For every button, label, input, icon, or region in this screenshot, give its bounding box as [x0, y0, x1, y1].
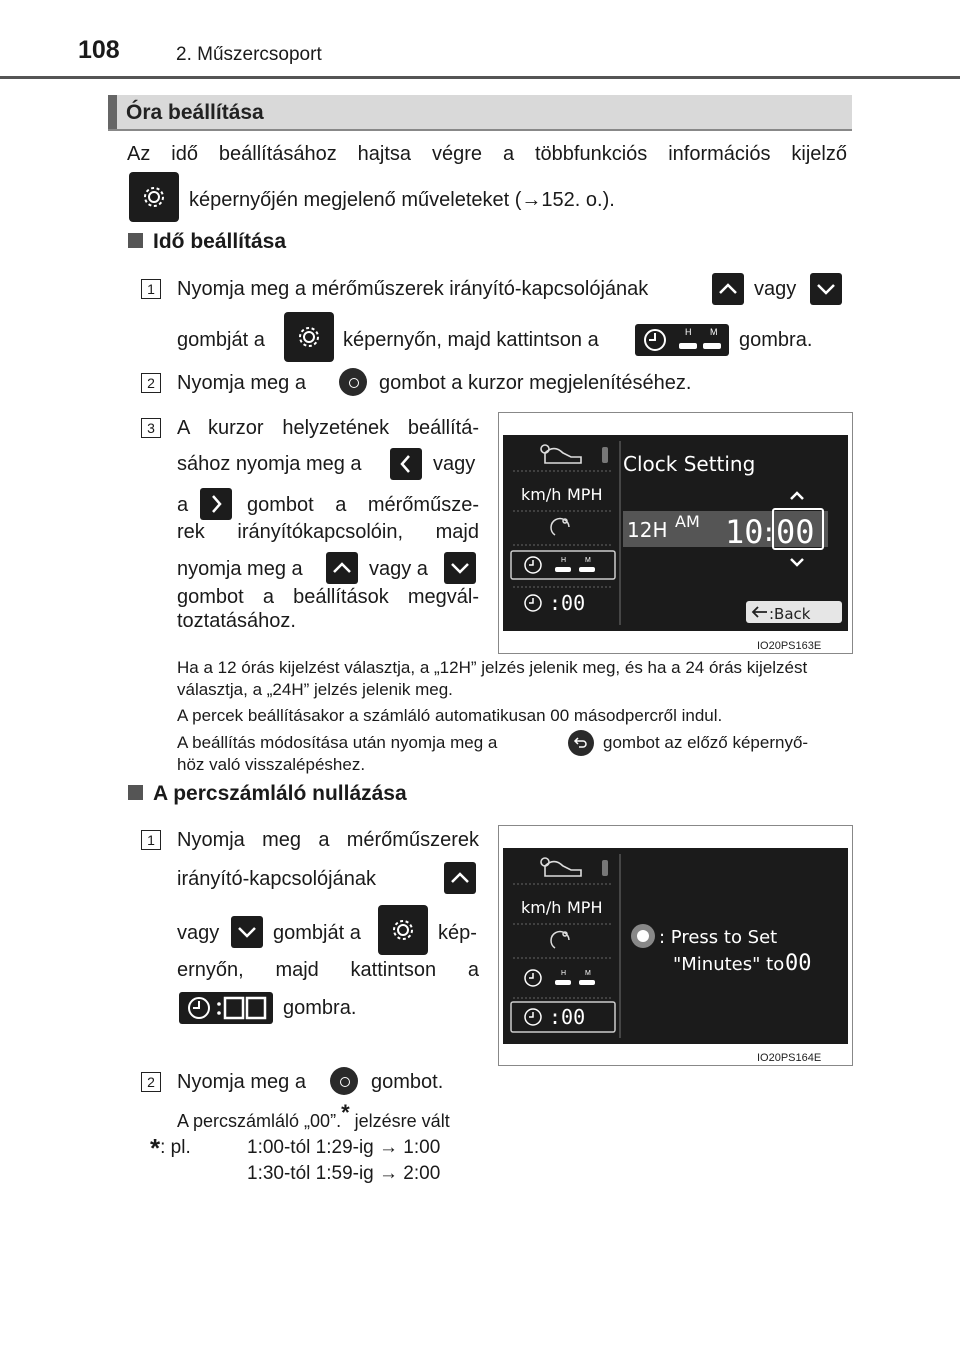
up-button-icon	[444, 862, 476, 894]
step-number: 1	[141, 830, 161, 850]
figure-caption: IO20PS164E	[757, 1052, 822, 1064]
step1-text-c: gombját a	[177, 329, 265, 351]
reset-step1-line-4: ernyőn, majd kattintson a	[177, 959, 479, 981]
press-to-set-line-1: : Press to Set	[659, 927, 778, 948]
step3-line-5b: vagy a	[369, 558, 428, 580]
step-number: 1	[141, 279, 161, 299]
settings-gear-icon	[378, 905, 428, 955]
reset-step1-line-1: Nyomja meg a mérőműszerek	[177, 829, 479, 851]
menu-timer: :00	[549, 1005, 586, 1029]
reset-step1-line-3a: vagy	[177, 922, 220, 944]
settings-gear-icon	[284, 312, 334, 362]
page-number: 108	[78, 36, 120, 64]
section-accent	[108, 95, 117, 129]
clock-ampm: AM	[675, 512, 700, 531]
reset-step1-line-5: gombra.	[283, 997, 357, 1019]
press-to-set-line-2: "Minutes" to	[673, 954, 785, 975]
clock-minutes: 00	[776, 513, 815, 551]
display-screen	[503, 848, 848, 1044]
footnote-star: *	[150, 1133, 161, 1163]
subhead-time-setting	[128, 230, 286, 254]
up-button-icon	[712, 273, 744, 305]
press-to-set-digits: 00	[785, 951, 812, 976]
clock-mode: 12H	[627, 518, 668, 542]
menu-h-label: H	[561, 557, 567, 564]
left-button-icon	[390, 448, 422, 480]
step3-line-2a: sához nyomja meg a	[177, 453, 362, 475]
step3-line-4: rek irányítókapcsolóin, majd	[177, 521, 479, 543]
step-number: 2	[141, 373, 161, 393]
step3-line-2b: vagy	[433, 453, 476, 475]
figure-caption: IO20PS163E	[757, 640, 822, 652]
step2-text-b: gombot a kurzor megjelenítéséhez.	[379, 372, 692, 394]
step2-text-a: Nyomja meg a	[177, 372, 306, 394]
reset-step2-text-b: gombot.	[371, 1071, 444, 1093]
menu-m-label: M	[585, 557, 591, 564]
clock-hm-button-icon	[635, 324, 729, 356]
step1-text-e: gombra.	[739, 329, 813, 351]
chapter-title: 2. Műszercsoport	[176, 44, 322, 65]
clock-setting-title: Clock Setting	[623, 452, 756, 476]
intro-gear-icon	[129, 172, 179, 222]
step3-line-6: gombot a beállítások megvál-	[177, 586, 479, 608]
menu-units-b: MPH	[567, 485, 603, 504]
intro-line-1: Az idő beállításához hajtsa végre a többfunkciós információs kijelző	[127, 143, 847, 165]
note-2: A percek beállításakor a számláló automatikusan 00 másodpercről indul.	[177, 706, 723, 725]
reset-step2-text-a: Nyomja meg a	[177, 1071, 306, 1093]
step1-text-d: képernyőn, majd kattintson a	[343, 329, 599, 351]
clock-hour: 10	[725, 513, 764, 551]
footnote-label-text: : pl.	[160, 1137, 191, 1158]
footnote-marker: *	[341, 1100, 350, 1125]
subhead-reset	[128, 782, 407, 806]
footnote-line-1: 1:00-tól 1:29-ig → 1:00	[247, 1137, 441, 1158]
step-number: 3	[141, 418, 161, 438]
menu-units-a: km/h	[521, 485, 562, 504]
display-screen	[503, 435, 848, 631]
header-rule	[0, 76, 960, 79]
down-button-icon	[810, 273, 842, 305]
subhead-time-setting-label: Idő beállítása	[153, 230, 287, 253]
back-label: :Back	[769, 605, 811, 623]
note-1: Ha a 12 órás kijelzést választja, a „12H” jelzés jelenik meg, és ha a 24 órás kijelzést választja, a „24H” jelzés jelenik meg.	[177, 658, 808, 699]
press-to-set-figure	[498, 825, 853, 1066]
section-title: Óra beállítása	[126, 101, 264, 124]
step3-line-3a: a	[177, 494, 189, 516]
step3-line-3b: gombot a mérőműsze-	[247, 494, 479, 516]
menu-h-label: H	[561, 970, 567, 977]
svg-text:H: H	[685, 327, 692, 337]
reset-step2-sub	[177, 1102, 450, 1132]
menu-timer: :00	[549, 591, 586, 615]
reset-step1-line-3b: gombját a	[273, 922, 361, 944]
reset-step2-sub-b: jelzésre vált	[354, 1111, 450, 1131]
intro-line-2: képernyőjén megjelenő műveleteket (→152. o.).	[189, 189, 615, 211]
svg-text:M: M	[710, 327, 718, 337]
footnote-line-2: 1:30-tól 1:59-ig → 2:00	[247, 1163, 441, 1184]
step3-line-1: A kurzor helyzetének beállítá-	[177, 417, 479, 439]
reset-step1-line-3c: kép-	[438, 922, 477, 944]
step-number: 2	[141, 1072, 161, 1092]
step3-line-5a: nyomja meg a	[177, 558, 303, 580]
down-button-icon	[231, 916, 263, 948]
note-3a: A beállítás módosítása után nyomja meg a	[177, 733, 498, 752]
step1-text-a: Nyomja meg a mérőműszerek irányító-kapcsolójának	[177, 278, 649, 300]
down-button-icon	[444, 552, 476, 584]
back-button-icon	[568, 730, 594, 756]
square-bullet-icon	[128, 785, 143, 800]
menu-units-a: km/h	[521, 898, 562, 917]
reset-step1-line-2: irányító-kapcsolójának	[177, 868, 376, 890]
clock-colon: :	[761, 518, 777, 548]
step1-text-b: vagy	[754, 278, 797, 300]
ok-button-icon	[339, 368, 367, 396]
step3-line-7: toztatásához.	[177, 610, 296, 632]
section-title-bar	[108, 95, 852, 131]
right-button-icon	[200, 488, 232, 520]
timer-button-icon	[179, 992, 273, 1024]
menu-m-label: M	[585, 970, 591, 977]
clock-setting-figure	[498, 412, 853, 654]
up-button-icon	[326, 552, 358, 584]
settings-gear-icon	[129, 172, 179, 222]
reset-step2-sub-a: A percszámláló „00”.	[177, 1111, 342, 1131]
ok-button-icon	[330, 1067, 358, 1095]
square-bullet-icon	[128, 233, 143, 248]
subhead-reset-label: A percszámláló nullázása	[153, 782, 407, 805]
menu-units-b: MPH	[567, 898, 603, 917]
footnote-label	[150, 1133, 191, 1164]
note-3b: gombot az előző képernyő-	[603, 733, 809, 752]
note-3c: höz való visszalépéshez.	[177, 755, 366, 774]
